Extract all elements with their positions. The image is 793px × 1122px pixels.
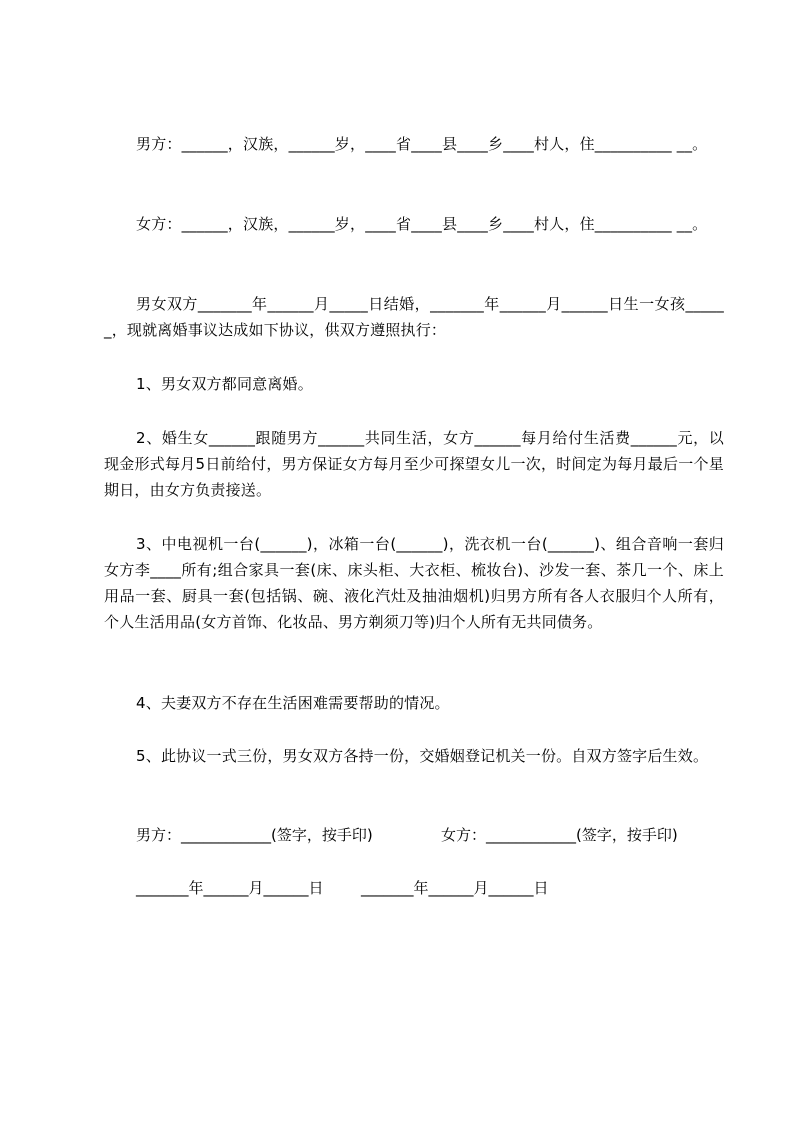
agreement-item-3: 3、中电视机一台(______)，冰箱一台(______)，洗衣机一台(______)、组合音响一套归女方李____所有;组合家具一套(床、床头柜、大衣柜、梳妆台)、沙发一套、茶几一个、床上用品一套、厨具一套(包括锅、碗、液化汽灶及抽油烟机)归男方所有各人衣服归个人所有，个人生活用品(女方首饰、化妆品、男方剃须刀等)归个人所有无共同债务。 [104, 535, 724, 631]
man-signature-date: _______年______月______日 [136, 879, 324, 897]
woman-signature-line: 女方：____________(签字，按手印) [441, 826, 678, 844]
woman-signature-date: _______年______月______日 [361, 879, 549, 897]
man-signature-line: 男方：____________(签字，按手印) [136, 826, 373, 844]
agreement-item-5: 5、此协议一式三份，男女双方各持一份，交婚姻登记机关一份。自双方签字后生效。 [136, 747, 709, 765]
signature-date-row [104, 875, 724, 979]
intro-paragraph: 男女双方_______年______月_____日结婚，_______年______月______日生一女孩______，现就离婚事议达成如下协议，供双方遵照执行： [104, 295, 724, 339]
woman-info-paragraph: 女方：______，汉族，______岁，____省____县____乡____村人，住__________ __。 [136, 215, 708, 233]
man-info-paragraph: 男方：______，汉族，______岁，____省____县____乡____村人，住__________ __。 [136, 135, 708, 153]
agreement-item-2: 2、婚生女______跟随男方______共同生活，女方______每月给付生活费______元，以现金形式每月5日前给付，男方保证女方每月至少可探望女儿一次，时间定为每月最后一个星期日，由女方负责接送。 [104, 429, 724, 499]
agreement-item-4: 4、夫妻双方不存在生活困难需要帮助的情况。 [136, 694, 450, 712]
agreement-item-1: 1、男女双方都同意离婚。 [136, 375, 313, 393]
